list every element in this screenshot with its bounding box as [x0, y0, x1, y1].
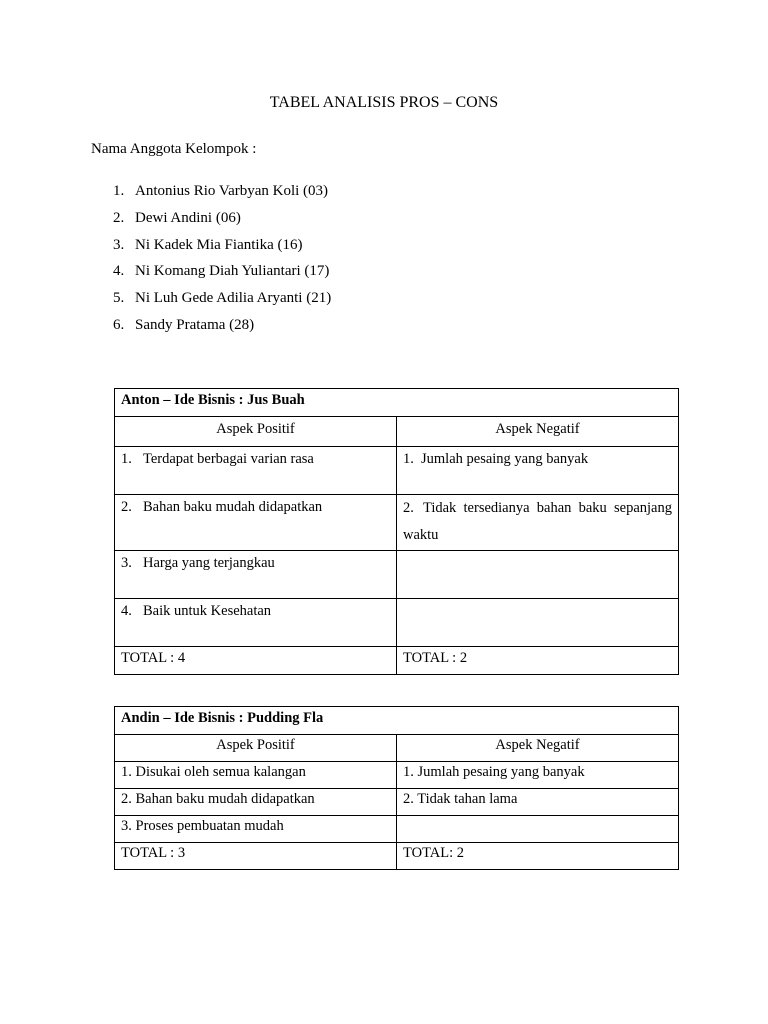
column-header-positive: Aspek Positif [115, 417, 397, 447]
item-number: 1. [121, 451, 132, 467]
table-header-row [115, 389, 679, 417]
list-item [113, 288, 331, 315]
table-column-header-row [115, 735, 679, 762]
member-name: Sandy Pratama (28) [135, 316, 255, 333]
column-header-negative: Aspek Negatif [397, 417, 679, 447]
total-negative: TOTAL : 2 [397, 647, 679, 675]
negative-cell [397, 816, 679, 843]
negative-cell [397, 551, 679, 599]
list-number: 4. [113, 263, 125, 280]
table-total-row [115, 647, 679, 675]
analysis-table-jus-buah [114, 388, 679, 675]
member-name: Ni Komang Diah Yuliantari (17) [135, 263, 330, 280]
item-number: 2. [403, 500, 414, 516]
item-number: 3. [121, 555, 132, 571]
item-text: Baik untuk Kesehatan [143, 603, 272, 619]
total-positive: TOTAL : 4 [115, 647, 397, 675]
positive-cell: 3. Proses pembuatan mudah [115, 816, 397, 843]
list-number: 1. [113, 183, 125, 199]
negative-cell [397, 447, 679, 495]
table-row [115, 495, 679, 551]
item-number: 1. [403, 451, 414, 467]
negative-cell: 1. Jumlah pesaing yang banyak [397, 762, 679, 789]
negative-cell [397, 599, 679, 647]
list-item [113, 235, 331, 262]
positive-cell [115, 599, 397, 647]
table-title: Anton – Ide Bisnis : Jus Buah [115, 389, 679, 417]
item-number: 4. [121, 603, 132, 619]
table-row [115, 599, 679, 647]
positive-cell: 1. Disukai oleh semua kalangan [115, 762, 397, 789]
list-number: 3. [113, 236, 125, 253]
item-text: Bahan baku mudah didapatkan [143, 499, 323, 515]
member-name: Ni Luh Gede Adilia Aryanti (21) [135, 290, 332, 307]
list-item [113, 261, 331, 288]
table-total-row [115, 843, 679, 870]
analysis-table-pudding-fla [114, 706, 679, 870]
positive-cell [115, 495, 397, 551]
list-item [113, 315, 331, 342]
members-label: Nama Anggota Kelompok : [91, 141, 257, 157]
column-header-positive: Aspek Positif [115, 735, 397, 762]
member-name: Antonius Rio Varbyan Koli (03) [135, 183, 329, 199]
item-number: 2. [121, 499, 132, 515]
item-text: Terdapat berbagai varian rasa [143, 451, 314, 467]
member-name: Dewi Andini (06) [135, 209, 241, 226]
list-number: 2. [113, 209, 125, 226]
column-header-negative: Aspek Negatif [397, 735, 679, 762]
positive-cell [115, 551, 397, 599]
table-title: Andin – Ide Bisnis : Pudding Fla [115, 707, 679, 735]
list-item [113, 181, 331, 208]
total-negative: TOTAL: 2 [397, 843, 679, 870]
member-name: Ni Kadek Mia Fiantika (16) [135, 236, 303, 253]
item-text: Tidak tersedianya bahan baku sepanjang waktu [403, 500, 672, 543]
positive-cell [115, 447, 397, 495]
table-row [115, 789, 679, 816]
negative-cell: 2. Tidak tahan lama [397, 789, 679, 816]
table-header-row [115, 707, 679, 735]
total-positive: TOTAL : 3 [115, 843, 397, 870]
table-row [115, 762, 679, 789]
negative-cell [397, 495, 679, 551]
item-text: Jumlah pesaing yang banyak [421, 451, 589, 467]
table-row [115, 447, 679, 495]
table-row [115, 551, 679, 599]
document-title: TABEL ANALISIS PROS – CONS [269, 94, 499, 111]
list-number: 5. [113, 290, 125, 307]
members-list [113, 181, 331, 342]
table-column-header-row [115, 417, 679, 447]
item-text: Harga yang terjangkau [143, 555, 275, 571]
positive-cell: 2. Bahan baku mudah didapatkan [115, 789, 397, 816]
list-item [113, 208, 331, 235]
table-row [115, 816, 679, 843]
list-number: 6. [113, 316, 125, 333]
